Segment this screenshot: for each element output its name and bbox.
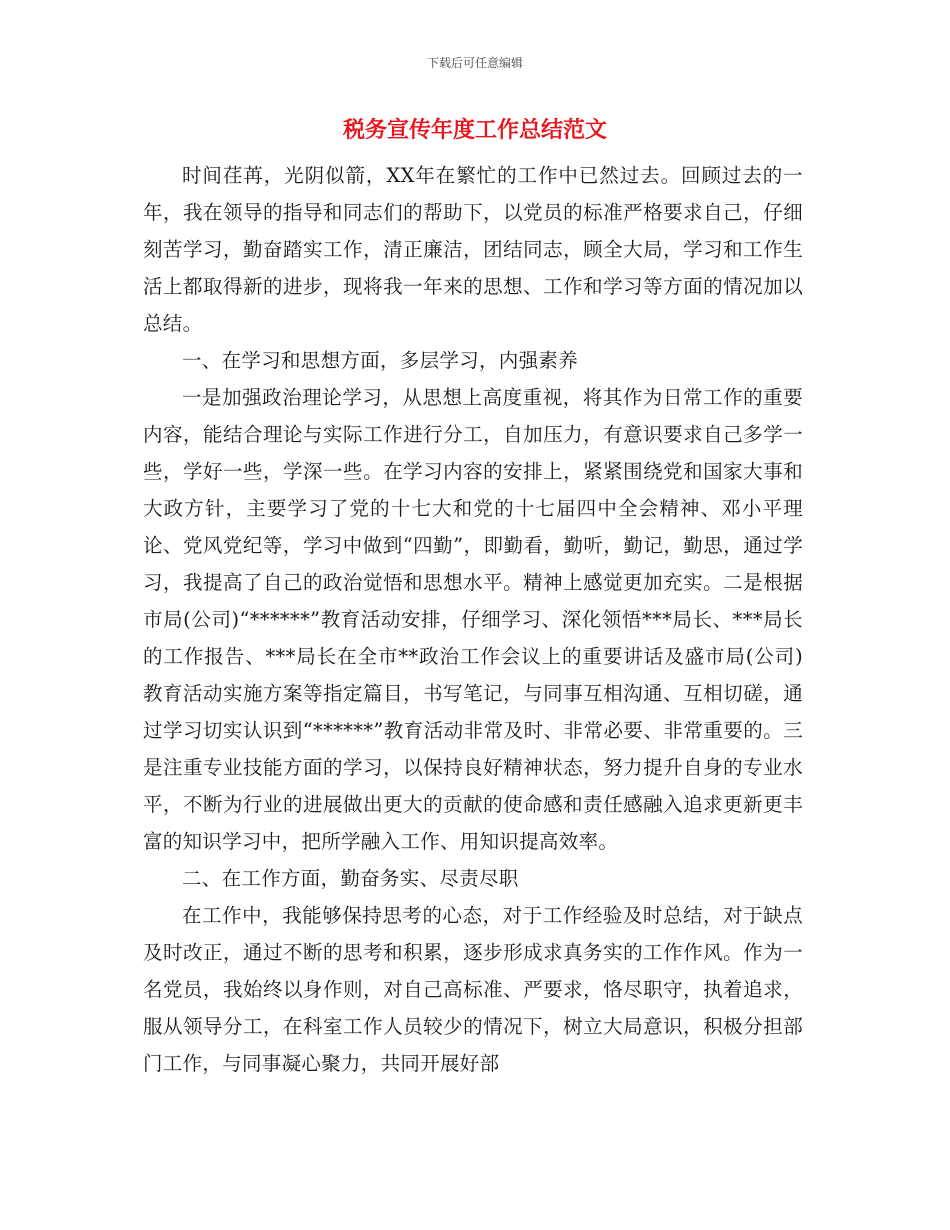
section-heading-2: 二、在工作方面，勤奋务实、尽责尽职	[182, 867, 519, 890]
document-body	[143, 157, 803, 1082]
paragraph-study: 一是加强政治理论学习，从思想上高度重视，将其作为日常工作的重要内容，能结合理论与实际工作进行分工，自加压力，有意识要求自己多学一些，学好一些，学深一些。在学习内容的安排上，紧紧围绕党和国家大事和大政方针，主要学习了党的十七大和党的十七届四中全会精神、邓小平理论、党风党纪等，学习中做到“四勤”，即勤看，勤听，勤记，勤思，通过学习，我提高了自己的政治觉悟和思想水平。精神上感觉更加充实。二是根据市局(公司)“******”教育活动安排，仔细学习、深化领悟***局长、***局长的工作报告、***局长在全市**政治工作会议上的重要讲话及盛市局(公司)教育活动实施方案等指定篇目，书写笔记，与同事互相沟通、互相切磋，通过学习切实认识到“******”教育活动非常及时、非常必要、非常重要的。三是注重专业技能方面的学习，以保持良好精神状态，努力提升自身的专业水平，不断为行业的进展做出更大的贡献的使命感和责任感融入追求更新更丰富的知识学习中，把所学融入工作、用知识提高效率。	[143, 386, 803, 853]
paragraph-intro: 时间荏苒，光阴似箭，XX年在繁忙的工作中已然过去。回顾过去的一年，我在领导的指导和同志们的帮助下，以党员的标准严格要求自己，仔细刻苦学习，勤奋踏实工作，清正廉洁，团结同志，顾全大局，学习和工作生活上都取得新的进步，现将我一年来的思想、工作和学习等方面的情况加以总结。	[143, 164, 803, 335]
header-note: 下载后可任意编辑	[426, 56, 523, 70]
document-title: 税务宣传年度工作总结范文	[342, 118, 607, 143]
paragraph-work: 在工作中，我能够保持思考的心态，对于工作经验及时总结，对于缺点及时改正，通过不断的思考和积累，逐步形成求真务实的工作作风。作为一名党员，我始终以身作则，对自己高标准、严要求，恪尽职守，执着追求，服从领导分工，在科室工作人员较少的情况下，树立大局意识，积极分担部门工作，与同事凝心聚力，共同开展好部	[143, 904, 803, 1075]
section-heading-1: 一、在学习和思想方面，多层学习，内强素养	[182, 349, 579, 372]
